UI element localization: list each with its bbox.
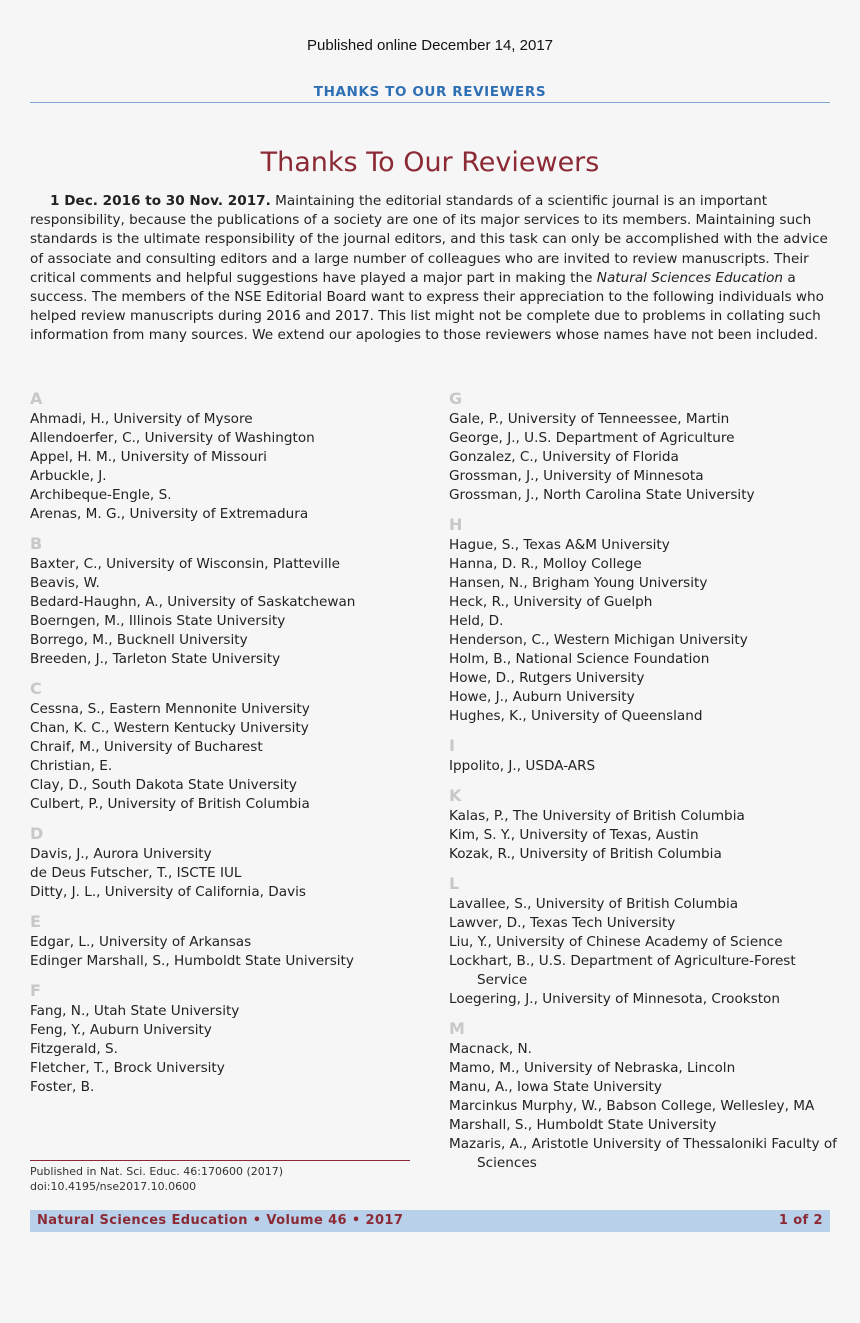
page-title: Thanks To Our Reviewers [260,147,600,178]
reviewer-entry: Christian, E. [30,758,113,774]
section-letter-d: D [30,824,44,843]
reviewer-entry: Henderson, C., Western Michigan University [449,632,748,648]
reviewer-entry: Fang, N., Utah State University [30,1003,240,1019]
reviewer-entry: Lockhart, B., U.S. Department of Agriculture-Forest Service [449,953,796,988]
reviewer-entry: Lawver, D., Texas Tech University [449,915,676,931]
section-header: THANKS TO OUR REVIEWERS [313,84,547,100]
reviewer-entry: Kim, S. Y., University of Texas, Austin [449,827,699,843]
reviewer-entry: Baxter, C., University of Wisconsin, Platteville [30,556,340,572]
section-letter-g: G [449,389,463,408]
reviewer-entry: Macnack, N. [449,1041,532,1057]
reviewer-entry: Feng, Y., Auburn University [30,1022,212,1038]
reviewer-entry: Hughes, K., University of Queensland [449,708,703,724]
doi: doi:10.4195/nse2017.10.0600 [30,1180,197,1193]
section-letter-k: K [449,786,462,805]
reviewer-entry: Kalas, P., The University of British Columbia [449,808,745,824]
reviewer-entry: Boerngen, M., Illinois State University [30,613,286,629]
footnote [30,1164,283,1194]
reviewer-entry: Davis, J., Aurora University [30,846,212,862]
reviewer-list-k [449,807,839,864]
published-online-date: Published online December 14, 2017 [307,37,553,54]
reviewer-list-l [449,895,839,1009]
reviewer-entry: Arenas, M. G., University of Extremadura [30,506,309,522]
footnote-rule [30,1160,410,1161]
reviewer-list-a [30,410,430,524]
reviewer-entry: Foster, B. [30,1079,95,1095]
reviewer-entry: Gonzalez, C., University of Florida [449,449,679,465]
reviewer-entry: Chraif, M., University of Bucharest [30,739,263,755]
reviewer-entry: Lavallee, S., University of British Columbia [449,896,739,912]
section-letter-f: F [30,981,41,1000]
reviewer-list-e [30,933,430,971]
reviewer-entry: Loegering, J., University of Minnesota, Crookston [449,991,780,1007]
section-letter-h: H [449,515,463,534]
reviewer-entry: Cessna, S., Eastern Mennonite University [30,701,310,717]
reviewers-column-left [30,388,430,1106]
reviewer-entry: Ippolito, J., USDA-ARS [449,758,596,774]
reviewer-entry: Clay, D., South Dakota State University [30,777,297,793]
section-letter-i: I [449,736,455,755]
reviewer-entry: Ditty, J. L., University of California, Davis [30,884,306,900]
reviewer-entry: Howe, J., Auburn University [449,689,635,705]
reviewer-list-m [449,1040,839,1173]
reviewer-entry: Culbert, P., University of British Columbia [30,796,310,812]
footer-journal: Natural Sciences Education • Volume 46 • 2017 [37,1213,404,1228]
section-letter-e: E [30,912,41,931]
reviewer-entry: Beavis, W. [30,575,100,591]
citation: Published in Nat. Sci. Educ. 46:170600 (2017) [30,1165,284,1178]
reviewer-entry: Kozak, R., University of British Columbia [449,846,722,862]
reviewer-entry: Hansen, N., Brigham Young University [449,575,708,591]
reviewer-entry: Ahmadi, H., University of Mysore [30,411,253,427]
header-rule [30,102,830,103]
reviewer-entry: Heck, R., University of Guelph [449,594,653,610]
reviewer-entry: Gale, P., University of Tenneessee, Martin [449,411,730,427]
reviewer-entry: Edinger Marshall, S., Humboldt State University [30,953,354,969]
reviewer-entry: Arbuckle, J. [30,468,107,484]
reviewer-list-i [449,757,839,776]
reviewer-list-g [449,410,839,505]
reviewer-list-c [30,700,430,814]
section-letter-l: L [449,874,460,893]
journal-name: Natural Sciences Education [596,269,784,286]
reviewer-entry: Hanna, D. R., Molloy College [449,556,642,572]
reviewer-entry: Archibeque-Engle, S. [30,487,172,503]
reviewer-entry: Marshall, S., Humboldt State University [449,1117,717,1133]
reviewer-entry: Marcinkus Murphy, W., Babson College, Wellesley, MA [449,1098,815,1114]
section-letter-a: A [30,389,43,408]
section-letter-b: B [30,534,43,553]
section-letter-c: C [30,679,42,698]
reviewer-entry: Mazaris, A., Aristotle University of Thessaloniki Faculty of Sciences [449,1136,837,1171]
reviewer-entry: Howe, D., Rutgers University [449,670,645,686]
intro-paragraph [30,192,830,346]
reviewer-entry: Grossman, J., University of Minnesota [449,468,704,484]
reviewer-entry: Manu, A., Iowa State University [449,1079,662,1095]
reviewer-entry: Holm, B., National Science Foundation [449,651,710,667]
reviewer-entry: Grossman, J., North Carolina State University [449,487,755,503]
reviewer-list-d [30,845,430,902]
intro-text-1: Maintaining the editorial standards of a scientific journal is an important responsibility, because the publications of a society are one of its major services to its members. Maintaining such standards is the ultimate responsibility of the journal editors, and this task can only be accomplished with the advice of associate and consulting editors and a large number of colleagues who are invited to review manuscripts. Their critical comments and helpful suggestions have played a major part in making the [30,193,828,286]
reviewer-entry: Edgar, L., University of Arkansas [30,934,252,950]
reviewer-entry: Appel, H. M., University of Missouri [30,449,267,465]
reviewer-list-h [449,536,839,726]
reviewer-entry: Fletcher, T., Brock University [30,1060,225,1076]
reviewer-entry: Mamo, M., University of Nebraska, Lincoln [449,1060,736,1076]
reviewer-entry: Breeden, J., Tarleton State University [30,651,281,667]
reviewer-list-b [30,555,430,669]
reviewers-column-right [449,388,839,1182]
reviewer-entry: Chan, K. C., Western Kentucky University [30,720,309,736]
page-number: 1 of 2 [778,1213,823,1228]
section-letter-m: M [449,1019,465,1038]
intro-lead: 1 Dec. 2016 to 30 Nov. 2017. [50,193,271,209]
reviewer-entry: Fitzgerald, S. [30,1041,118,1057]
reviewer-entry: Allendoerfer, C., University of Washington [30,430,315,446]
reviewer-entry: Liu, Y., University of Chinese Academy of Science [449,934,783,950]
reviewer-entry: Bedard-Haughn, A., University of Saskatchewan [30,594,356,610]
reviewer-entry: George, J., U.S. Department of Agriculture [449,430,735,446]
intro-text-2: a success. The members of the NSE Editorial Board want to express their appreciation to the following individuals who helped review manuscripts during 2016 and 2017. This list might not be complete due to problems in collating such information from many sources. We extend our apologies to those reviewers whose names have not been included. [30,269,824,344]
reviewer-entry: Borrego, M., Bucknell University [30,632,248,648]
reviewer-entry: Hague, S., Texas A&M University [449,537,670,553]
reviewer-entry: de Deus Futscher, T., ISCTE IUL [30,865,242,881]
reviewer-entry: Held, D. [449,613,504,629]
footer-bar [30,1210,830,1232]
reviewer-list-f [30,1002,430,1097]
